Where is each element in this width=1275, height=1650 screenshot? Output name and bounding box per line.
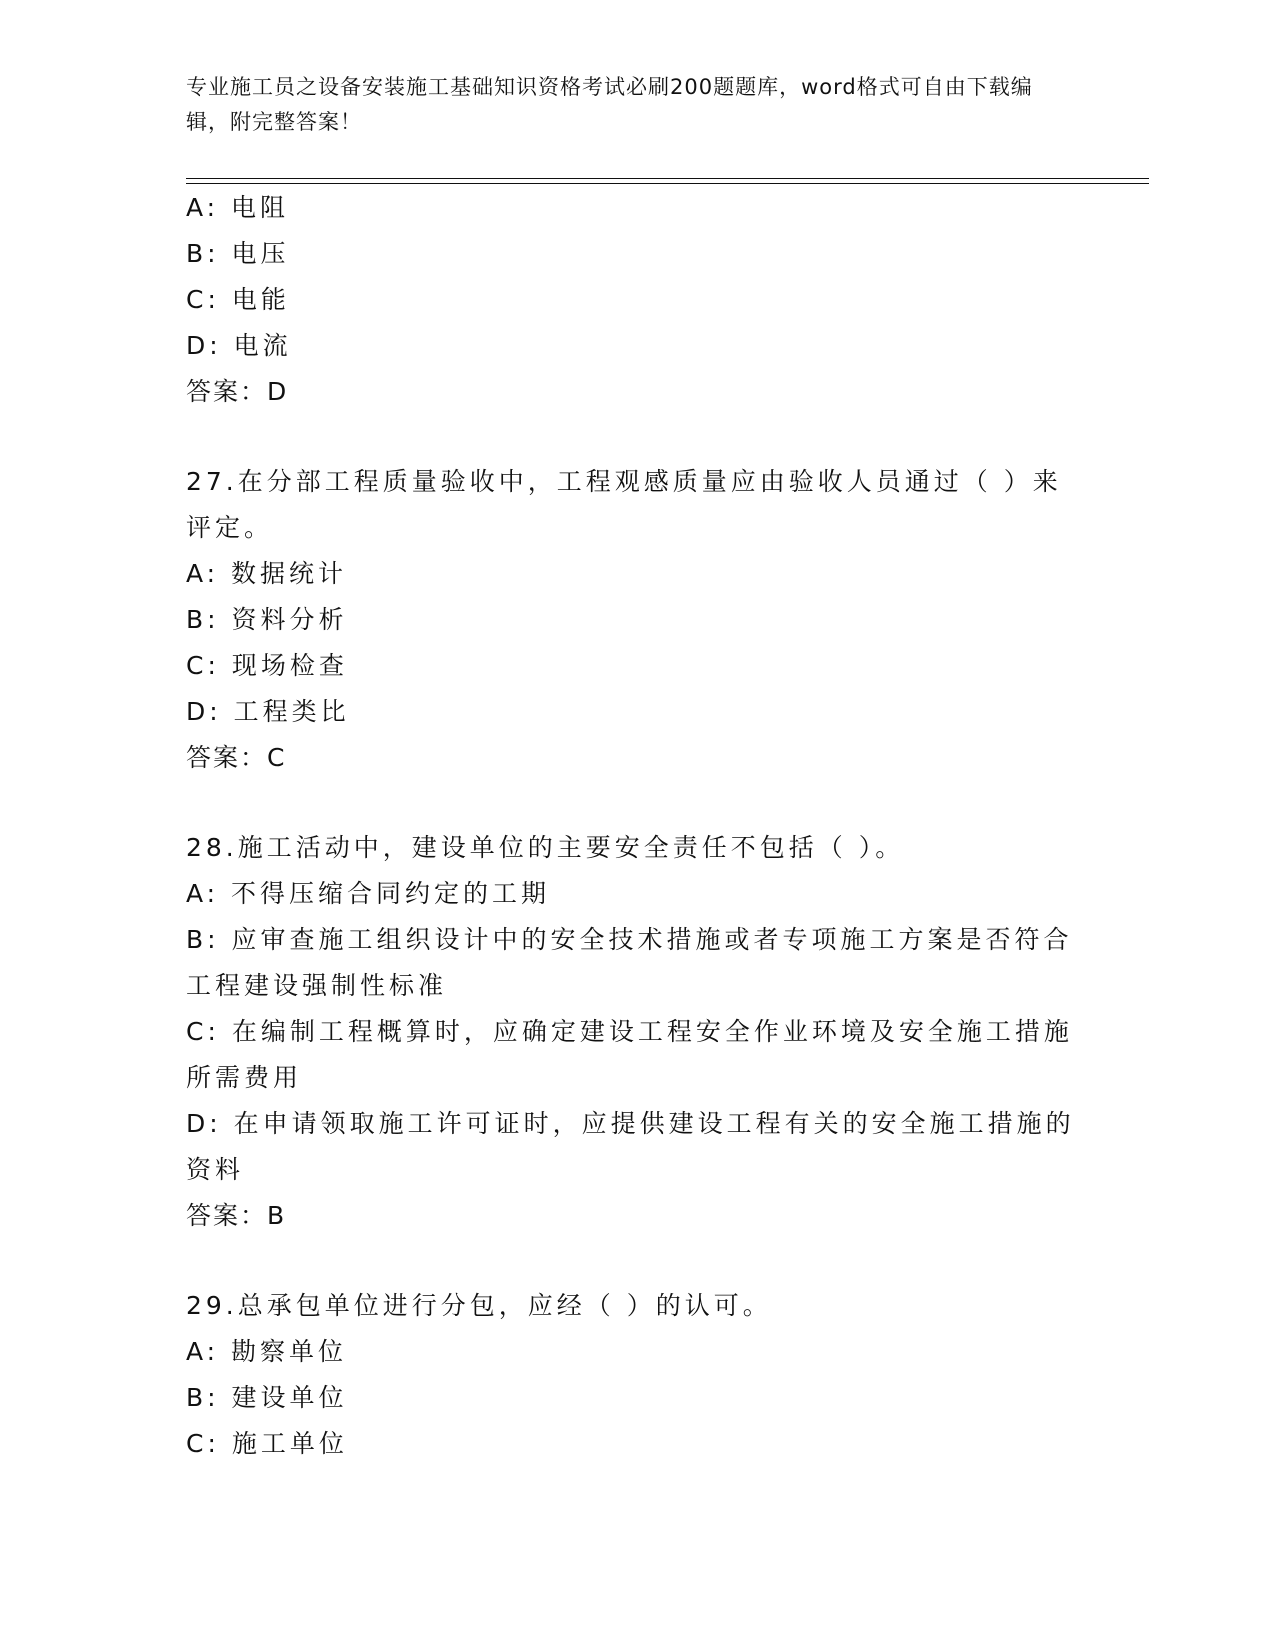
q27-option-a: A: 数据统计	[186, 559, 348, 588]
question-28-block	[186, 825, 1076, 1239]
header-divider-bottom	[186, 183, 1149, 184]
q27-answer: 答案：C	[186, 743, 287, 772]
question-27-block	[186, 459, 1076, 781]
question-29-block	[186, 1283, 1076, 1467]
q27-option-c: C: 现场检查	[186, 651, 348, 680]
question-26-block	[186, 185, 1076, 415]
document-header: 专业施工员之设备安装施工基础知识资格考试必刷200题题库，word格式可自由下载编辑，附完整答案！	[186, 75, 1033, 134]
q28-option-b: B: 应审查施工组织设计中的安全技术措施或者专项施工方案是否符合工程建设强制性标准	[186, 925, 1073, 1000]
q27-option-d: D: 工程类比	[186, 697, 350, 726]
q28-option-d: D: 在申请领取施工许可证时，应提供建设工程有关的安全施工措施的资料	[186, 1109, 1075, 1184]
q26-option-b: B: 电压	[186, 239, 290, 268]
q27-option-b: B: 资料分析	[186, 605, 348, 634]
q29-option-b: B: 建设单位	[186, 1383, 348, 1412]
q28-option-c: C: 在编制工程概算时，应确定建设工程安全作业环境及安全施工措施所需费用	[186, 1017, 1073, 1092]
q26-answer: 答案：D	[186, 377, 289, 406]
spacer	[186, 1239, 1076, 1283]
q29-option-c: C: 施工单位	[186, 1429, 348, 1458]
spacer	[186, 415, 1076, 459]
q29-question: 29.总承包单位进行分包，应经（ ）的认可。	[186, 1291, 772, 1320]
q27-question: 27.在分部工程质量验收中，工程观感质量应由验收人员通过（ ）来评定。	[186, 467, 1062, 542]
q28-question: 28.施工活动中，建设单位的主要安全责任不包括（ ）。	[186, 833, 905, 862]
spacer	[186, 781, 1076, 825]
header-divider-top	[186, 178, 1149, 179]
q28-answer: 答案：B	[186, 1201, 287, 1230]
q29-option-a: A: 勘察单位	[186, 1337, 348, 1366]
q26-option-a: A: 电阻	[186, 193, 290, 222]
q26-option-c: C: 电能	[186, 285, 290, 314]
q28-option-a: A: 不得压缩合同约定的工期	[186, 879, 551, 908]
question-list	[186, 185, 1076, 1467]
q26-option-d: D: 电流	[186, 331, 292, 360]
